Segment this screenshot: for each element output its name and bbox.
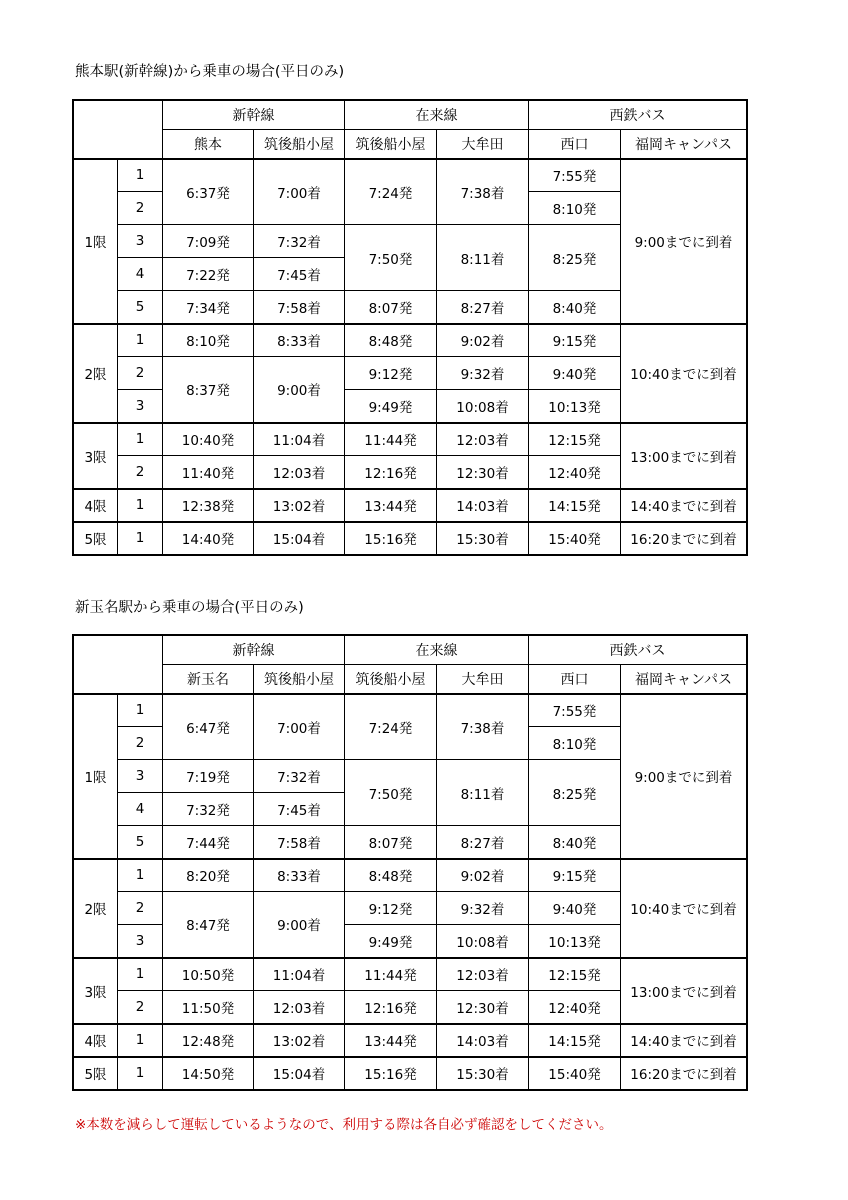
trip-number: 1 — [118, 489, 163, 522]
trip-number: 1 — [118, 522, 163, 555]
shinkansen-arrive: 8:33着 — [254, 859, 345, 892]
local-depart: 7:24発 — [345, 694, 437, 760]
corner-cell — [74, 101, 163, 159]
shinkansen-arrive: 7:45着 — [254, 258, 345, 291]
shinkansen-arrive: 11:04着 — [254, 423, 345, 456]
trip-number: 1 — [118, 324, 163, 357]
column-header: 筑後船小屋 — [345, 130, 437, 159]
shinkansen-depart: 7:09発 — [163, 225, 254, 258]
shinkansen-arrive: 9:00着 — [254, 892, 345, 958]
trip-number: 3 — [118, 760, 163, 793]
bus-depart: 7:55発 — [529, 694, 621, 727]
local-depart: 12:16発 — [345, 991, 437, 1024]
group-header-zairaisen: 在来線 — [345, 636, 529, 665]
local-arrive: 8:11着 — [437, 225, 529, 291]
trip-number: 1 — [118, 958, 163, 991]
trip-number: 3 — [118, 390, 163, 423]
shinkansen-arrive: 15:04着 — [254, 1057, 345, 1090]
trip-number: 1 — [118, 423, 163, 456]
column-header: 筑後船小屋 — [345, 665, 437, 694]
shinkansen-depart: 8:47発 — [163, 892, 254, 958]
local-arrive: 14:03着 — [437, 489, 529, 522]
local-arrive: 7:38着 — [437, 159, 529, 225]
shinkansen-depart: 7:34発 — [163, 291, 254, 324]
bus-depart: 8:40発 — [529, 826, 621, 859]
bus-depart: 9:40発 — [529, 892, 621, 925]
trip-number: 1 — [118, 859, 163, 892]
column-header: 筑後船小屋 — [254, 130, 345, 159]
bus-depart: 12:15発 — [529, 423, 621, 456]
local-depart: 11:44発 — [345, 423, 437, 456]
bus-depart: 12:40発 — [529, 991, 621, 1024]
bus-depart: 15:40発 — [529, 1057, 621, 1090]
shinkansen-depart: 14:40発 — [163, 522, 254, 555]
group-header-shinkansen: 新幹線 — [163, 101, 345, 130]
campus-arrival: 10:40までに到着 — [621, 324, 747, 423]
period-label: 1限 — [74, 694, 118, 859]
local-depart: 7:24発 — [345, 159, 437, 225]
local-depart: 8:48発 — [345, 859, 437, 892]
period-label: 2限 — [74, 324, 118, 423]
trip-number: 3 — [118, 225, 163, 258]
bus-depart: 8:10発 — [529, 192, 621, 225]
local-arrive: 14:03着 — [437, 1024, 529, 1057]
period-label: 4限 — [74, 489, 118, 522]
local-depart: 12:16発 — [345, 456, 437, 489]
trip-number: 1 — [118, 1057, 163, 1090]
trip-number: 4 — [118, 258, 163, 291]
shinkansen-depart: 8:10発 — [163, 324, 254, 357]
local-arrive: 9:32着 — [437, 357, 529, 390]
shinkansen-depart: 14:50発 — [163, 1057, 254, 1090]
shinkansen-depart: 6:37発 — [163, 159, 254, 225]
table1-title: 熊本駅(新幹線)から乗車の場合(平日のみ) — [75, 64, 345, 80]
corner-cell — [74, 636, 163, 694]
period-label: 5限 — [74, 522, 118, 555]
group-header-shinkansen: 新幹線 — [163, 636, 345, 665]
local-arrive: 15:30着 — [437, 1057, 529, 1090]
shinkansen-depart: 6:47発 — [163, 694, 254, 760]
local-arrive: 9:32着 — [437, 892, 529, 925]
shinkansen-arrive: 7:58着 — [254, 826, 345, 859]
local-depart: 11:44発 — [345, 958, 437, 991]
local-depart: 9:12発 — [345, 892, 437, 925]
local-arrive: 12:30着 — [437, 456, 529, 489]
local-depart: 8:07発 — [345, 826, 437, 859]
campus-arrival: 14:40までに到着 — [621, 489, 747, 522]
column-header: 熊本 — [163, 130, 254, 159]
trip-number: 2 — [118, 991, 163, 1024]
column-header: 福岡キャンパス — [621, 130, 747, 159]
campus-arrival: 9:00までに到着 — [621, 159, 747, 324]
column-header: 西口 — [529, 130, 621, 159]
group-header-nishitetsu-bus: 西鉄バス — [529, 101, 747, 130]
trip-number: 2 — [118, 357, 163, 390]
trip-number: 2 — [118, 192, 163, 225]
shinkansen-depart: 12:38発 — [163, 489, 254, 522]
local-depart: 13:44発 — [345, 489, 437, 522]
local-arrive: 12:03着 — [437, 958, 529, 991]
service-reduction-note: ※本数を減らして運転しているようなので、利用する際は各自必ず確認をしてください。 — [75, 1117, 613, 1133]
column-header: 筑後船小屋 — [254, 665, 345, 694]
campus-arrival: 16:20までに到着 — [621, 1057, 747, 1090]
bus-depart: 14:15発 — [529, 489, 621, 522]
campus-arrival: 14:40までに到着 — [621, 1024, 747, 1057]
shinkansen-depart: 11:40発 — [163, 456, 254, 489]
period-label: 3限 — [74, 423, 118, 489]
bus-depart: 10:13発 — [529, 925, 621, 958]
local-depart: 9:49発 — [345, 925, 437, 958]
column-header: 新玉名 — [163, 665, 254, 694]
trip-number: 1 — [118, 159, 163, 192]
shinkansen-depart: 7:22発 — [163, 258, 254, 291]
local-arrive: 10:08着 — [437, 925, 529, 958]
shinkansen-depart: 7:19発 — [163, 760, 254, 793]
timetable — [73, 635, 747, 1090]
shinkansen-depart: 12:48発 — [163, 1024, 254, 1057]
local-depart: 15:16発 — [345, 522, 437, 555]
campus-arrival: 9:00までに到着 — [621, 694, 747, 859]
local-arrive: 12:30着 — [437, 991, 529, 1024]
bus-depart: 14:15発 — [529, 1024, 621, 1057]
local-depart: 15:16発 — [345, 1057, 437, 1090]
local-depart: 8:07発 — [345, 291, 437, 324]
shinkansen-arrive: 12:03着 — [254, 456, 345, 489]
bus-depart: 10:13発 — [529, 390, 621, 423]
local-depart: 7:50発 — [345, 225, 437, 291]
bus-depart: 15:40発 — [529, 522, 621, 555]
period-label: 3限 — [74, 958, 118, 1024]
campus-arrival: 16:20までに到着 — [621, 522, 747, 555]
period-label: 5限 — [74, 1057, 118, 1090]
local-arrive: 15:30着 — [437, 522, 529, 555]
group-header-nishitetsu-bus: 西鉄バス — [529, 636, 747, 665]
trip-number: 2 — [118, 727, 163, 760]
column-header: 大牟田 — [437, 665, 529, 694]
trip-number: 1 — [118, 1024, 163, 1057]
campus-arrival: 10:40までに到着 — [621, 859, 747, 958]
trip-number: 1 — [118, 694, 163, 727]
local-arrive: 9:02着 — [437, 859, 529, 892]
trip-number: 5 — [118, 826, 163, 859]
local-arrive: 8:11着 — [437, 760, 529, 826]
bus-depart: 8:25発 — [529, 760, 621, 826]
shinkansen-depart: 8:37発 — [163, 357, 254, 423]
table2-title: 新玉名駅から乗車の場合(平日のみ) — [75, 600, 304, 616]
local-arrive: 9:02着 — [437, 324, 529, 357]
trip-number: 4 — [118, 793, 163, 826]
bus-depart: 12:15発 — [529, 958, 621, 991]
shinkansen-depart: 10:40発 — [163, 423, 254, 456]
local-arrive: 10:08着 — [437, 390, 529, 423]
bus-depart: 9:40発 — [529, 357, 621, 390]
bus-depart: 9:15発 — [529, 324, 621, 357]
shinkansen-arrive: 7:32着 — [254, 760, 345, 793]
campus-arrival: 13:00までに到着 — [621, 423, 747, 489]
shinkansen-depart: 10:50発 — [163, 958, 254, 991]
bus-depart: 8:25発 — [529, 225, 621, 291]
shinkansen-arrive: 11:04着 — [254, 958, 345, 991]
bus-depart: 8:40発 — [529, 291, 621, 324]
shinkansen-arrive: 7:00着 — [254, 694, 345, 760]
trip-number: 5 — [118, 291, 163, 324]
bus-depart: 12:40発 — [529, 456, 621, 489]
trip-number: 2 — [118, 892, 163, 925]
shinkansen-arrive: 7:32着 — [254, 225, 345, 258]
bus-depart: 7:55発 — [529, 159, 621, 192]
local-depart: 13:44発 — [345, 1024, 437, 1057]
period-label: 1限 — [74, 159, 118, 324]
column-header: 西口 — [529, 665, 621, 694]
trip-number: 3 — [118, 925, 163, 958]
shinkansen-arrive: 13:02着 — [254, 1024, 345, 1057]
period-label: 4限 — [74, 1024, 118, 1057]
shinkansen-arrive: 8:33着 — [254, 324, 345, 357]
shinkansen-arrive: 13:02着 — [254, 489, 345, 522]
local-depart: 9:49発 — [345, 390, 437, 423]
column-header: 福岡キャンパス — [621, 665, 747, 694]
bus-depart: 8:10発 — [529, 727, 621, 760]
shinkansen-arrive: 12:03着 — [254, 991, 345, 1024]
shinkansen-arrive: 9:00着 — [254, 357, 345, 423]
shinkansen-depart: 7:44発 — [163, 826, 254, 859]
shinkansen-arrive: 15:04着 — [254, 522, 345, 555]
campus-arrival: 13:00までに到着 — [621, 958, 747, 1024]
shinkansen-depart: 7:32発 — [163, 793, 254, 826]
local-arrive: 7:38着 — [437, 694, 529, 760]
shinkansen-arrive: 7:58着 — [254, 291, 345, 324]
shinkansen-arrive: 7:00着 — [254, 159, 345, 225]
shinkansen-arrive: 7:45着 — [254, 793, 345, 826]
local-depart: 8:48発 — [345, 324, 437, 357]
timetable — [73, 100, 747, 555]
local-arrive: 8:27着 — [437, 826, 529, 859]
shinkansen-depart: 8:20発 — [163, 859, 254, 892]
local-arrive: 12:03着 — [437, 423, 529, 456]
local-depart: 7:50発 — [345, 760, 437, 826]
local-arrive: 8:27着 — [437, 291, 529, 324]
local-depart: 9:12発 — [345, 357, 437, 390]
trip-number: 2 — [118, 456, 163, 489]
period-label: 2限 — [74, 859, 118, 958]
group-header-zairaisen: 在来線 — [345, 101, 529, 130]
column-header: 大牟田 — [437, 130, 529, 159]
bus-depart: 9:15発 — [529, 859, 621, 892]
shinkansen-depart: 11:50発 — [163, 991, 254, 1024]
